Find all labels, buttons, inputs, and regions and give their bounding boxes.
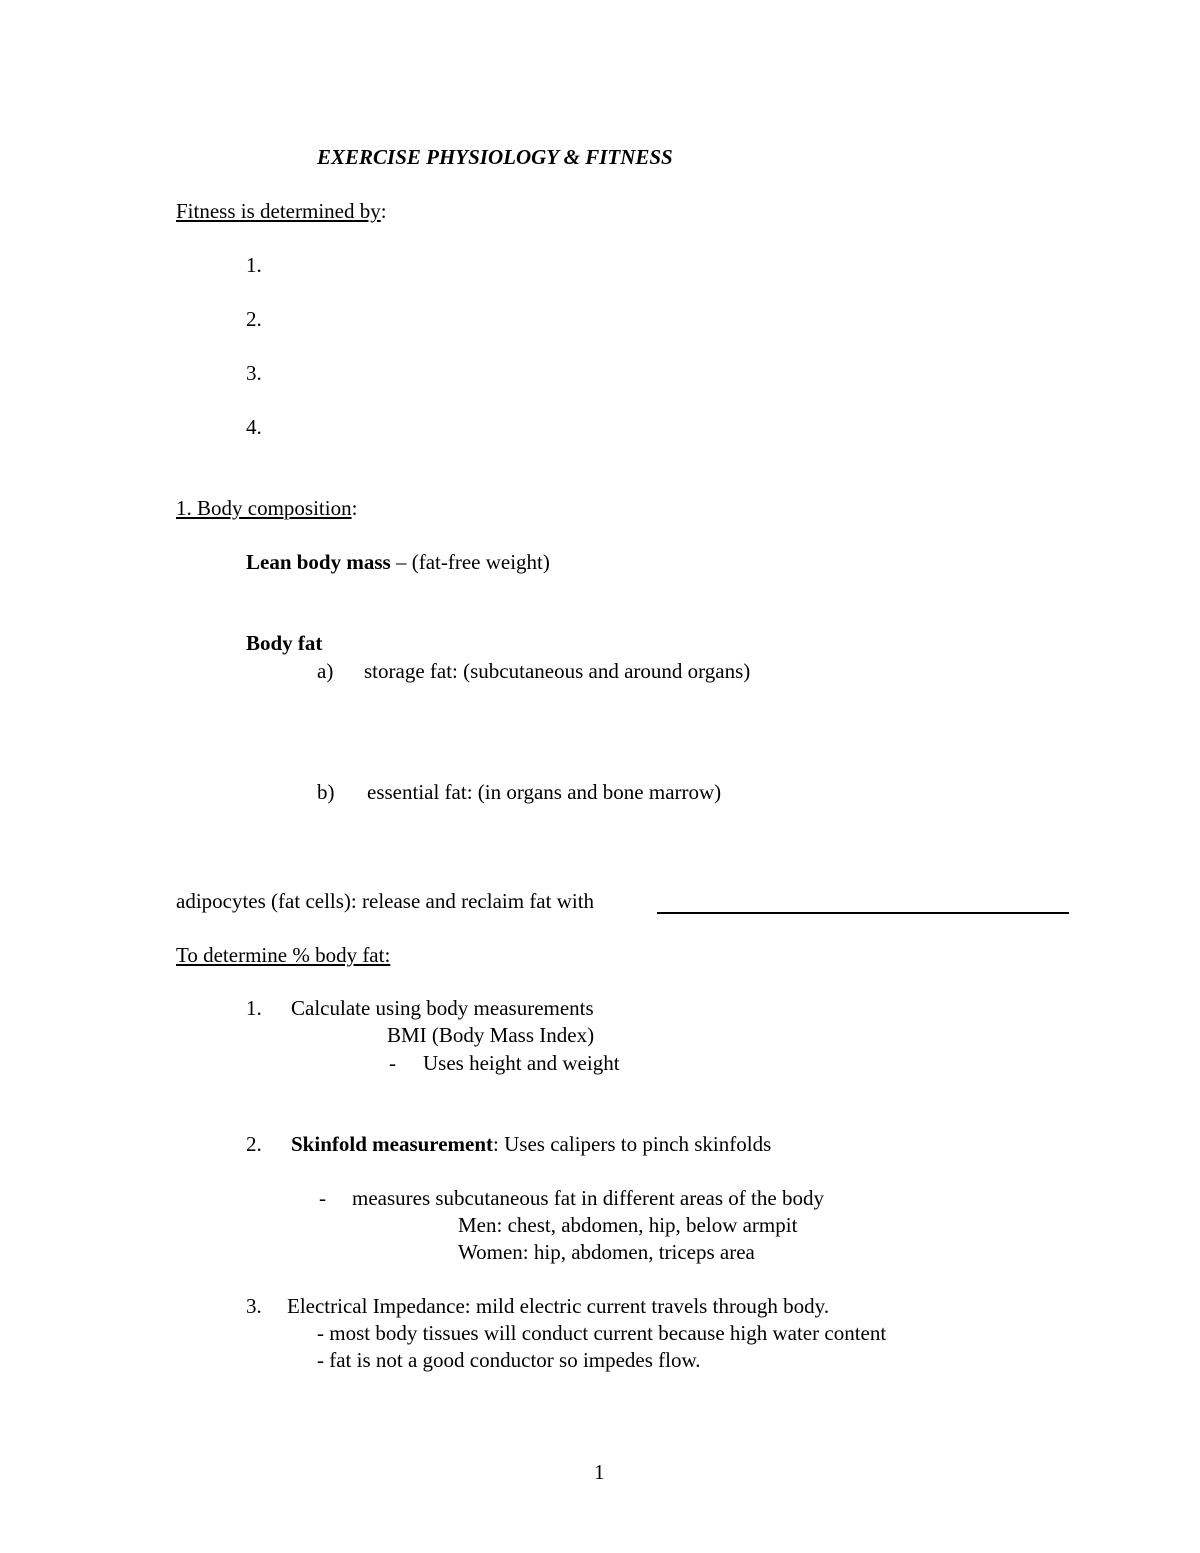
body-composition-colon: : bbox=[351, 496, 358, 520]
method-2-text bbox=[291, 1134, 771, 1155]
fitness-heading-colon: : bbox=[380, 199, 387, 223]
method-1-text: Calculate using body measurements bbox=[291, 996, 594, 1020]
impedance-line-2: - fat is not a good conductor so impedes flow. bbox=[317, 1348, 701, 1372]
body-fat-label: Body fat bbox=[246, 631, 323, 655]
fitness-item-4: 4. bbox=[246, 415, 262, 439]
essential-fat-marker: b) bbox=[317, 780, 335, 804]
bmi-text: BMI (Body Mass Index) bbox=[387, 1023, 595, 1047]
fitness-heading bbox=[176, 201, 387, 222]
fitness-item-3: 3. bbox=[246, 361, 262, 385]
body-composition-heading bbox=[176, 498, 357, 519]
fill-in-blank-line bbox=[657, 912, 1069, 914]
lean-body-mass-label: Lean body mass bbox=[246, 550, 391, 574]
document-title: EXERCISE PHYSIOLOGY & FITNESS bbox=[317, 145, 673, 169]
skinfold-dash: - bbox=[319, 1186, 326, 1210]
adipocytes-text: adipocytes (fat cells): release and reclaim fat with bbox=[176, 889, 595, 913]
skinfold-desc: : Uses calipers to pinch skinfolds bbox=[493, 1132, 772, 1156]
bmi-detail: Uses height and weight bbox=[423, 1051, 620, 1075]
essential-fat-text: essential fat: (in organs and bone marrow) bbox=[367, 780, 722, 804]
determine-body-fat-heading: To determine % body fat: bbox=[176, 943, 391, 967]
method-2-number: 2. bbox=[246, 1132, 262, 1156]
lean-body-mass-desc: – (fat-free weight) bbox=[390, 550, 550, 574]
method-3-text: Electrical Impedance: mild electric current travels through body. bbox=[287, 1294, 830, 1318]
fitness-item-2: 2. bbox=[246, 307, 262, 331]
fitness-heading-text: Fitness is determined by bbox=[176, 199, 381, 223]
skinfold-label: Skinfold measurement bbox=[291, 1132, 494, 1156]
skinfold-bullet: measures subcutaneous fat in different areas of the body bbox=[352, 1186, 824, 1210]
page-number: 1 bbox=[594, 1460, 605, 1484]
storage-fat-marker: a) bbox=[317, 659, 334, 683]
fitness-item-1: 1. bbox=[246, 253, 262, 277]
method-1-number: 1. bbox=[246, 996, 262, 1020]
skinfold-women: Women: hip, abdomen, triceps area bbox=[458, 1240, 755, 1264]
bmi-dash: - bbox=[389, 1051, 396, 1075]
lean-body-mass bbox=[246, 552, 550, 573]
impedance-line-1: - most body tissues will conduct current because high water content bbox=[317, 1321, 887, 1345]
body-composition-heading-text: 1. Body composition bbox=[176, 496, 352, 520]
method-3-number: 3. bbox=[246, 1294, 262, 1318]
storage-fat-text: storage fat: (subcutaneous and around organs) bbox=[364, 659, 751, 683]
skinfold-men: Men: chest, abdomen, hip, below armpit bbox=[458, 1213, 798, 1237]
